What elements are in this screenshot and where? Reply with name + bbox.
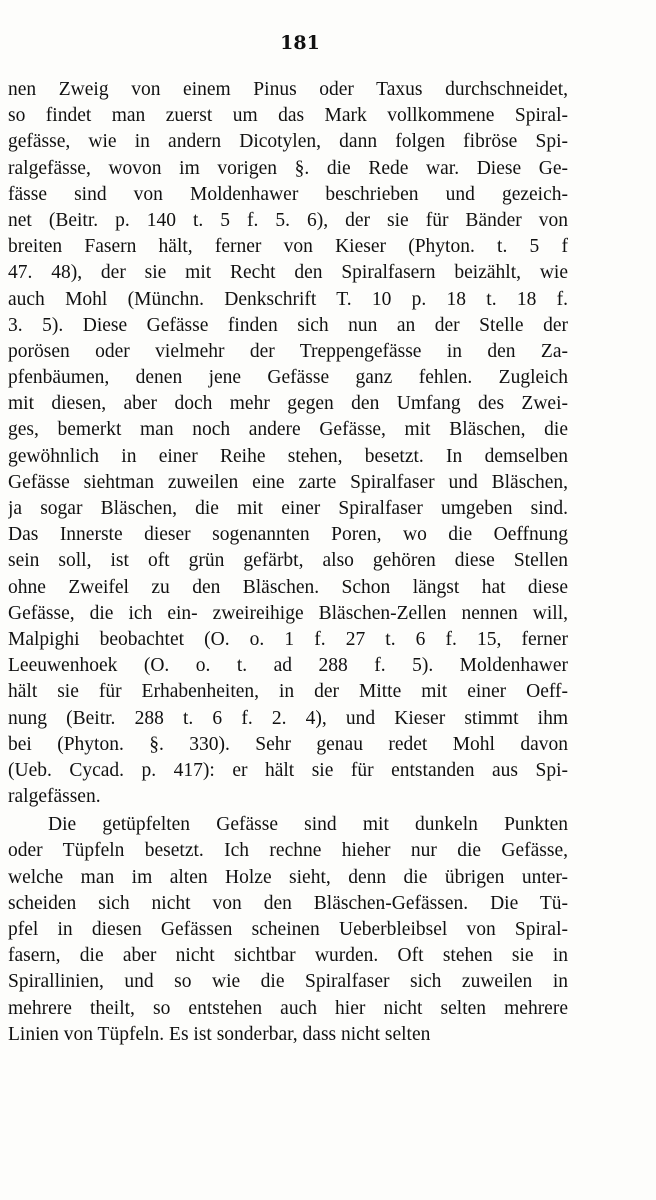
text-line: welche man im alten Holze sieht, denn die übrigen unter- [8, 866, 568, 888]
text-line: Linien von Tüpfeln. Es ist sonderbar, dass nicht selten [8, 1023, 431, 1045]
text-line: Gefässe siehtman zuweilen eine zarte Spiralfaser und Bläschen, [8, 471, 568, 493]
text-line: ralgefässe, wovon im vorigen §. die Rede war. Diese Ge- [8, 157, 568, 179]
text-line: ges, bemerkt man noch andere Gefässe, mit Bläschen, die [8, 419, 568, 441]
text-line: ja sogar Bläschen, die mit einer Spiralfaser umgeben sind. [8, 498, 568, 519]
text-line: pfel in diesen Gefässen scheinen Ueberbleibsel von Spiral- [8, 919, 568, 940]
text-line: fässe sind von Moldenhawer beschrieben und gezeich- [8, 183, 568, 205]
text-line: net (Beitr. p. 140 t. 5 f. 5. 6), der sie für Bänder von [8, 209, 568, 231]
text-line: porösen oder vielmehr der Treppengefässe in den Za- [8, 340, 568, 362]
paragraph-pitted-vessels [8, 812, 568, 1048]
text-line: oder Tüpfeln besetzt. Ich rechne hieher nur die Gefässe, [8, 840, 568, 862]
text-line: mehrere theilt, so entstehen auch hier nicht selten mehrere [8, 997, 568, 1019]
text-line: (Ueb. Cycad. p. 417): er hält sie für entstanden aus Spi- [8, 759, 568, 781]
text-line: mit diesen, aber doch mehr gegen den Umfang des Zwei- [8, 393, 568, 415]
text-line: ohne Zweifel zu den Bläschen. Schon längst hat diese [8, 576, 568, 598]
text-line: Spirallinien, und so wie die Spiralfaser sich zuweilen in [8, 971, 568, 993]
text-line: bei (Phyton. §. 330). Sehr genau redet Mohl davon [8, 733, 568, 755]
text-line: pfenbäumen, denen jene Gefässe ganz fehlen. Zugleich [8, 367, 568, 389]
text-line: Malpighi beobachtet (O. o. 1 f. 27 t. 6 f. 15, ferner [8, 628, 568, 650]
text-line: 47. 48), der sie mit Recht den Spiralfasern beizählt, wie [8, 262, 568, 284]
text-line: sein soll, ist oft grün gefärbt, also gehören diese Stellen [8, 550, 568, 572]
text-line: auch Mohl (Münchn. Denkschrift T. 10 p. 18 t. 18 f. [8, 288, 568, 310]
text-line: hält sie für Erhabenheiten, in der Mitte mit einer Oeff- [8, 681, 568, 703]
paragraph-spiral-vessels [8, 77, 568, 810]
text-line: gewöhnlich in einer Reihe stehen, besetzt. In demselben [8, 445, 568, 467]
text-line: Das Innerste dieser sogenannten Poren, wo die Oeffnung [8, 524, 568, 546]
page-number: 181 [280, 32, 320, 54]
text-line: Gefässe, die ich ein- zweireihige Bläschen-Zellen nennen will, [8, 602, 568, 624]
text-line: Die getüpfelten Gefässe sind mit dunkeln Punkten [48, 814, 568, 836]
text-line: gefässe, wie in andern Dicotylen, dann folgen fibröse Spi- [8, 131, 568, 153]
body-text [8, 77, 568, 1048]
text-line: nung (Beitr. 288 t. 6 f. 2. 4), und Kieser stimmt ihm [8, 707, 568, 729]
text-line: so findet man zuerst um das Mark vollkommene Spiral- [8, 105, 568, 127]
text-line: breiten Fasern hält, ferner von Kieser (Phyton. t. 5 f [8, 236, 568, 258]
text-line: fasern, die aber nicht sichtbar wurden. Oft stehen sie in [8, 945, 568, 967]
text-line: 3. 5). Diese Gefässe finden sich nun an der Stelle der [8, 314, 568, 336]
text-line: nen Zweig von einem Pinus oder Taxus durchschneidet, [8, 79, 568, 100]
text-line: ralgefässen. [8, 786, 101, 808]
text-line: scheiden sich nicht von den Bläschen-Gefässen. Die Tü- [8, 892, 568, 914]
text-line: Leeuwenhoek (O. o. t. ad 288 f. 5). Moldenhawer [8, 655, 568, 677]
